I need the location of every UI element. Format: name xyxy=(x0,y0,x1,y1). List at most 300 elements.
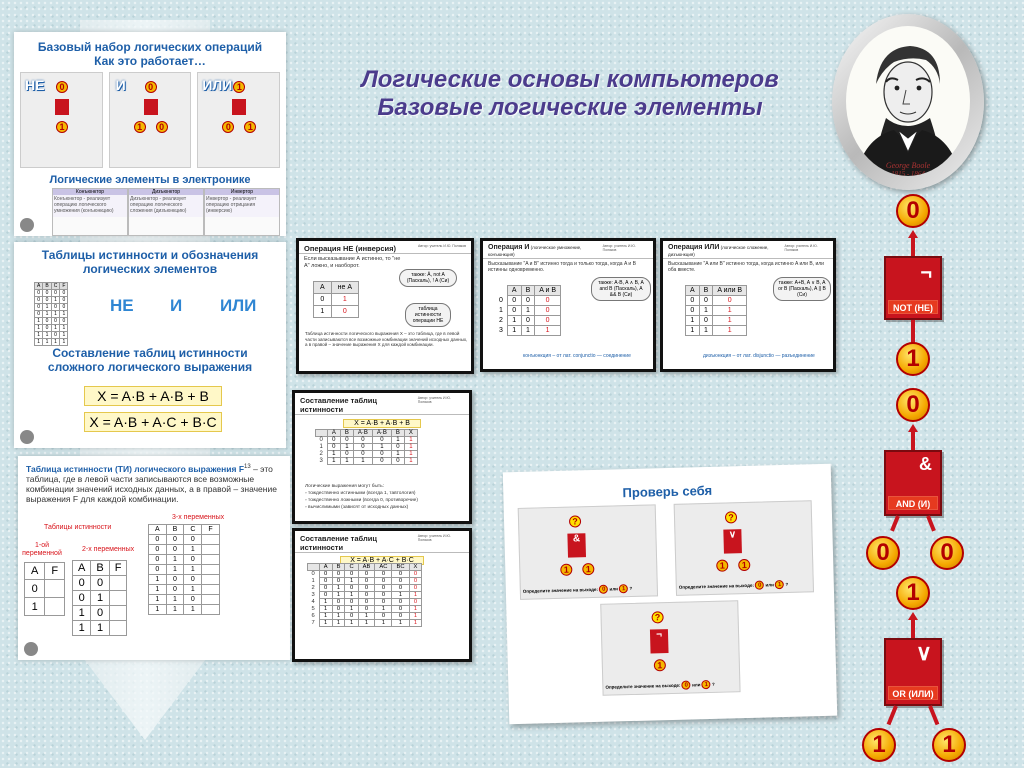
table-cell: 0 xyxy=(332,578,345,585)
table-cell: 1 xyxy=(713,326,747,336)
table-cell: 0 xyxy=(499,297,503,304)
ball-or-input1: 1 xyxy=(862,728,896,762)
table-header-cell: F xyxy=(45,563,65,580)
table-header-row xyxy=(495,286,561,296)
slide3-label-1var: 1-ой переменной xyxy=(22,542,62,557)
slide1-title: Базовый набор логических операций xyxy=(37,40,263,54)
table-cell: 0 xyxy=(340,451,353,458)
table-cell: 1 xyxy=(43,332,51,339)
slide3-title-b: – это таблица, где в левой части записываются все возможные комбинации значений исходных данных, а в правой – значение выражения F для каждой комбинации. xyxy=(26,463,277,504)
slide2-title1: Таблицы истинности и обозначения xyxy=(41,248,259,262)
table-header-cell: B xyxy=(340,430,353,437)
table-cell: 0 xyxy=(311,571,315,578)
table-cell: 0 xyxy=(60,318,68,325)
table-cell: 1 xyxy=(149,595,167,605)
slide-not-table xyxy=(313,281,359,318)
slide-thumbnail-basic-ops[interactable] xyxy=(14,32,286,236)
slide-not-footer: Таблица истинности логического выражения X – это таблица, где в левой части записываются все возможные комбинации значений исходных данных, а в правой – значение выражения X для каждой комбинации. xyxy=(305,331,468,347)
slide-and-text: Высказывание "A и B" истинно тогда и только тогда, когда A и B истинны одновременно. xyxy=(488,261,636,273)
table-cell: 1 xyxy=(25,598,45,616)
table-cell: 1 xyxy=(332,613,345,620)
ball-or-input2: 1 xyxy=(932,728,966,762)
table-cell: 0 xyxy=(409,599,422,606)
quiz-and-in2-ball: 1 xyxy=(582,563,594,575)
table-row xyxy=(35,332,68,339)
slide1-or-in1-ball: 0 xyxy=(222,121,234,133)
table-row xyxy=(35,304,68,311)
table-cell: 0 xyxy=(35,297,43,304)
slide1-section-title: Логические элементы в электронике xyxy=(49,174,251,186)
quiz-not-in-ball: 1 xyxy=(654,659,666,671)
table-cell: 1 xyxy=(404,444,417,451)
table-cell: 1 xyxy=(149,575,167,585)
table-row xyxy=(686,316,747,326)
table-cell: 0 xyxy=(353,451,372,458)
table-row xyxy=(35,339,68,346)
table-header-cell: B xyxy=(43,283,51,290)
table-cell: 0 xyxy=(535,316,561,326)
slide-and-note: также: A·B, A ∧ B, A and B (Паскаль), A && B (Си) xyxy=(591,277,651,301)
table-cell: 1 xyxy=(35,318,43,325)
wire-and-input1 xyxy=(890,515,900,531)
table-cell: 0 xyxy=(375,613,392,620)
table-cell: 0 xyxy=(375,592,392,599)
slide1-not-in-ball: 1 xyxy=(56,121,68,133)
table-cell xyxy=(202,575,219,585)
table-row xyxy=(308,578,422,585)
table-header-cell: A·B xyxy=(353,430,372,437)
table-cell: 0 xyxy=(327,444,340,451)
slide3-label-2var: 2-х переменных xyxy=(82,546,135,553)
table-cell: 0 xyxy=(149,555,167,565)
slide1-and-in1-ball: 1 xyxy=(134,121,146,133)
slide1-and-gate-icon xyxy=(144,99,158,115)
table-header-cell: не A xyxy=(331,282,358,294)
table-cell: 0 xyxy=(60,304,68,311)
table-cell: 0 xyxy=(184,555,202,565)
table-cell: 6 xyxy=(311,613,315,619)
table-cell: 1 xyxy=(404,458,417,465)
table-cell: 1 xyxy=(340,444,353,451)
slide-or-note: также: A+B, A ∨ B, A or B (Паскаль), A || B (Си) xyxy=(773,277,831,301)
table-cell: 1 xyxy=(699,326,713,336)
table-cell: 1 xyxy=(327,451,340,458)
slide1-or-gate-icon xyxy=(232,99,246,115)
slide-or-table xyxy=(685,285,747,336)
table-cell: 0 xyxy=(91,606,109,621)
gate-not xyxy=(884,256,942,320)
table-row xyxy=(316,451,418,458)
quiz-or-q-ball: ? xyxy=(725,511,737,523)
table-row xyxy=(686,296,747,306)
table-row xyxy=(308,585,422,592)
table-row xyxy=(308,613,422,620)
slide3-definition xyxy=(18,456,290,504)
slide3-label-tables: Таблицы истинности xyxy=(44,524,112,531)
table-cell: 1 xyxy=(319,444,323,450)
slide1-nav-icon[interactable] xyxy=(20,218,34,232)
table-cell: 0 xyxy=(319,592,332,599)
table-cell: 0 xyxy=(392,613,409,620)
table-header-row xyxy=(308,564,422,571)
quiz-or-question: Определите значение на выходе: 0 или 1 ? xyxy=(678,581,789,590)
quiz-and-question: Определите значение на выходе: 0 или 1 ? xyxy=(522,585,633,594)
quiz-not-question: Определите значение на выходе: 0 или 1 ? xyxy=(605,681,715,690)
slide2-title3: Составление таблиц истинности xyxy=(52,346,248,360)
table-cell: 2 xyxy=(319,451,323,457)
table-header-cell: A xyxy=(507,286,521,296)
table-cell: 0 xyxy=(345,599,358,606)
table-cell: 0 xyxy=(184,535,202,545)
slide-thumbnail-truth-table-def[interactable] xyxy=(18,456,290,660)
ball-and-input2: 0 xyxy=(930,536,964,570)
slide-and-table xyxy=(495,285,561,336)
table-cell: 0 xyxy=(43,297,51,304)
table-cell: 0 xyxy=(391,458,404,465)
slide-thumbnail-op-not[interactable] xyxy=(296,238,474,374)
table-cell xyxy=(109,576,127,591)
gate-not-symbol: ¬ xyxy=(920,262,932,284)
table-cell: 1 xyxy=(184,565,202,575)
table-cell: 0 xyxy=(699,296,713,306)
table-cell: 0 xyxy=(43,290,51,297)
slide-or-footer: дизъюнкция – от лат. disjunctio — разъединение xyxy=(703,353,815,359)
table-header-cell xyxy=(308,564,320,571)
table-cell: 1 xyxy=(60,311,68,318)
slide2-title2: логических элементов xyxy=(82,262,218,276)
table-cell: 0 xyxy=(358,606,375,613)
table-cell: 0 xyxy=(60,297,68,304)
table-cell: 1 xyxy=(372,444,391,451)
table-cell: 0 xyxy=(166,575,184,585)
table-header-cell: A или B xyxy=(713,286,747,296)
wire-not-output xyxy=(911,236,915,258)
table-row xyxy=(35,325,68,332)
main-title-line1: Логические основы компьютеров xyxy=(361,66,779,93)
table-header-cell: X xyxy=(409,564,422,571)
table-row xyxy=(316,437,418,444)
table-cell: 0 xyxy=(392,606,409,613)
slide1-or-in2-ball: 1 xyxy=(244,121,256,133)
table-cell: 1 xyxy=(51,297,60,304)
table-cell: 1 xyxy=(327,458,340,465)
table-cell: 1 xyxy=(521,326,535,336)
main-title xyxy=(300,66,840,122)
gate-not-label: NOT (НЕ) xyxy=(888,300,938,314)
table-cell: 0 xyxy=(60,290,68,297)
table-row xyxy=(73,621,127,636)
table-cell: 0 xyxy=(392,571,409,578)
portrait-drawing xyxy=(846,26,970,176)
table-cell: 0 xyxy=(686,306,700,316)
table-cell: 2 xyxy=(499,317,503,324)
slide2-mini-table xyxy=(34,282,68,346)
slide-thumbnail-quiz[interactable] xyxy=(503,464,837,724)
slide1-panel-or[interactable] xyxy=(197,72,280,168)
table-cell: 0 xyxy=(372,458,391,465)
slide3-table-1var xyxy=(24,562,65,616)
table-cell: 1 xyxy=(73,621,91,636)
table-cell: 0 xyxy=(358,585,375,592)
table-cell: 1 xyxy=(713,316,747,326)
table-cell: 0 xyxy=(358,578,375,585)
table-cell: 0 xyxy=(43,325,51,332)
table-cell: 0 xyxy=(713,296,747,306)
quiz-and-gate: & xyxy=(567,533,586,557)
table-cell: 1 xyxy=(358,613,375,620)
table-cell: 1 xyxy=(535,326,561,336)
table-cell: 1 xyxy=(358,620,375,627)
table-cell xyxy=(202,555,219,565)
quiz-panel-or[interactable] xyxy=(674,500,814,596)
table-cell: 1 xyxy=(60,332,68,339)
table-row xyxy=(308,599,422,606)
table-header-cell: B xyxy=(166,525,184,535)
table-header-cell: B xyxy=(391,430,404,437)
slide1-panel-and[interactable] xyxy=(109,72,192,168)
quiz-or-in2-ball: 1 xyxy=(738,559,750,571)
table-cell: 1 xyxy=(353,458,372,465)
slide-tt2-table xyxy=(307,563,422,627)
slide1-col-disj: Дизъюнктор Дизъюнктор - реализует операцию логического сложения (дизъюнкцию) xyxy=(128,188,204,236)
quiz-not-gate: ¬ xyxy=(650,629,669,653)
table-cell: 1 xyxy=(392,592,409,599)
table-cell: 0 xyxy=(51,304,60,311)
slide1-tab-not: НЕ xyxy=(25,77,45,93)
slide-or-text: Высказывание "A или B" истинно тогда, когда истинно A или B, или оба вместе. xyxy=(668,261,824,273)
table-cell: 7 xyxy=(311,620,315,626)
slide1-tab-or: ИЛИ xyxy=(202,77,233,93)
table-cell: 0 xyxy=(25,580,45,598)
slide-tt2-expr: X = A·B + A·C + B·C xyxy=(340,556,424,565)
table-cell: 1 xyxy=(521,306,535,316)
table-cell: 0 xyxy=(375,571,392,578)
table-header-cell: A xyxy=(25,563,45,580)
table-cell: 1 xyxy=(391,451,404,458)
table-header-cell: A·B xyxy=(372,430,391,437)
gate-or xyxy=(884,638,942,706)
wire-and-input2 xyxy=(926,515,936,531)
ball-or-output: 1 xyxy=(896,576,930,610)
table-cell: 1 xyxy=(319,620,332,627)
slide-tt1-expr: X = A·B + A·B + B xyxy=(343,419,421,428)
table-cell: 3 xyxy=(319,458,323,464)
table-cell: 1 xyxy=(166,555,184,565)
table-cell: 1 xyxy=(332,592,345,599)
table-row xyxy=(35,297,68,304)
main-title-line2: Базовые логические элементы xyxy=(377,94,763,121)
table-header-cell: C xyxy=(51,283,60,290)
table-row xyxy=(495,296,561,306)
table-row xyxy=(149,535,220,545)
table-cell: 0 xyxy=(149,535,167,545)
table-cell: 1 xyxy=(332,585,345,592)
table-cell: 0 xyxy=(345,613,358,620)
table-cell: 1 xyxy=(686,316,700,326)
portrait-frame xyxy=(832,14,984,190)
slide1-gate-panels xyxy=(20,72,280,168)
portrait-image xyxy=(846,26,970,176)
table-cell xyxy=(45,580,65,598)
slide2-title4: сложного логического выражения xyxy=(47,360,253,374)
gate-and xyxy=(884,450,942,516)
wire-or-output xyxy=(911,618,915,640)
table-cell xyxy=(109,591,127,606)
table-cell: 1 xyxy=(391,437,404,444)
table-cell xyxy=(202,595,219,605)
table-cell: 1 xyxy=(319,613,332,620)
table-header-cell xyxy=(495,286,507,296)
quiz-panel-not[interactable] xyxy=(600,600,740,696)
table-cell: 0 xyxy=(392,599,409,606)
table-header-cell: BC xyxy=(392,564,409,571)
table-cell xyxy=(202,535,219,545)
table-row xyxy=(308,592,422,599)
table-cell: 1 xyxy=(35,339,43,346)
table-header-cell: A xyxy=(327,430,340,437)
slide-thumbnail-op-or[interactable] xyxy=(660,238,836,372)
table-cell: 0 xyxy=(166,545,184,555)
table-cell: 0 xyxy=(35,290,43,297)
slide1-panel-not[interactable] xyxy=(20,72,103,168)
wire-not-input xyxy=(911,320,915,344)
table-header-cell: F xyxy=(109,561,127,576)
table-cell: 1 xyxy=(43,311,51,318)
table-header-cell: B xyxy=(521,286,535,296)
table-cell: 1 xyxy=(499,307,503,314)
slide2-expr2: X = A·B + A·C + B·C xyxy=(84,412,222,432)
table-cell: 0 xyxy=(358,571,375,578)
table-cell: 0 xyxy=(353,444,372,451)
table-cell: 1 xyxy=(392,620,409,627)
table-header-cell: A xyxy=(149,525,167,535)
gate-or-symbol: ∨ xyxy=(915,640,932,665)
table-cell: 1 xyxy=(375,606,392,613)
table-cell: 1 xyxy=(149,605,167,615)
gate-or-label: OR (ИЛИ) xyxy=(888,686,938,700)
wire-or-input1 xyxy=(887,705,898,725)
slide-tt1-table xyxy=(315,429,418,465)
table-cell: 0 xyxy=(332,571,345,578)
quiz-title: Проверь себя xyxy=(622,482,713,501)
table-header-cell xyxy=(316,430,328,437)
slide-not-author: Автор: учитель И.Ю. Поляков xyxy=(418,244,466,248)
table-cell: 1 xyxy=(184,545,202,555)
table-cell: 1 xyxy=(91,621,109,636)
table-cell: 0 xyxy=(73,576,91,591)
table-cell: 1 xyxy=(184,605,202,615)
table-cell: 0 xyxy=(319,585,332,592)
table-cell: 4 xyxy=(311,599,315,605)
table-cell: 0 xyxy=(314,294,332,306)
slide-not-bubble: таблица истинности операции НЕ xyxy=(405,303,451,327)
table-header-row xyxy=(35,283,68,290)
table-row xyxy=(149,595,220,605)
slide-tt2-author: Автор: учитель И.Ю. Поляков xyxy=(417,534,452,542)
quiz-and-in1-ball: 1 xyxy=(560,564,572,576)
slide2-label-ili: ИЛИ xyxy=(220,296,257,315)
table-cell: 1 xyxy=(51,339,60,346)
table-cell: 1 xyxy=(43,304,51,311)
table-cell: 1 xyxy=(73,606,91,621)
slide1-not-out-ball: 0 xyxy=(56,81,68,93)
table-row xyxy=(149,605,220,615)
table-cell: 0 xyxy=(358,599,375,606)
table-cell: 1 xyxy=(345,606,358,613)
table-cell: 3 xyxy=(311,592,315,598)
slide1-and-in2-ball: 0 xyxy=(156,121,168,133)
table-header-cell: A и B xyxy=(535,286,561,296)
table-row xyxy=(686,326,747,336)
table-row xyxy=(308,606,422,613)
table-row xyxy=(308,620,422,627)
table-cell: 0 xyxy=(375,578,392,585)
table-header-cell: B xyxy=(91,561,109,576)
table-cell: 1 xyxy=(404,437,417,444)
table-cell: 0 xyxy=(91,576,109,591)
table-cell: 0 xyxy=(149,565,167,575)
slide3-nav-icon[interactable] xyxy=(24,642,38,656)
table-cell: 1 xyxy=(507,326,521,336)
slide-and-author: Автор: учитель И.Ю. Поляков xyxy=(602,244,636,252)
table-cell: 1 xyxy=(35,332,43,339)
table-row xyxy=(314,294,359,306)
slide1-subtitle: Как это работает… xyxy=(94,54,206,68)
slide-thumbnail-truth-tables[interactable] xyxy=(14,242,286,448)
table-cell: 1 xyxy=(340,458,353,465)
table-row xyxy=(35,290,68,297)
table-row xyxy=(149,585,220,595)
slide-thumbnail-tt2[interactable] xyxy=(292,528,472,662)
table-cell: 0 xyxy=(375,599,392,606)
table-row xyxy=(316,444,418,451)
table-header-cell: C xyxy=(345,564,358,571)
portrait-years: 1815 - 1864 xyxy=(891,170,925,176)
table-cell: 0 xyxy=(319,578,332,585)
ball-not-output: 0 xyxy=(896,194,930,228)
table-cell: 1 xyxy=(166,605,184,615)
table-cell: 0 xyxy=(409,585,422,592)
table-header-cell: A xyxy=(73,561,91,576)
table-cell: 0 xyxy=(166,535,184,545)
table-cell: 0 xyxy=(184,595,202,605)
slide-and-title: Операция И (логическое умножение, конъюнкция) xyxy=(488,244,582,257)
table-header-cell: A xyxy=(314,282,332,294)
table-cell: 0 xyxy=(331,306,358,318)
table-header-cell: AB xyxy=(358,564,375,571)
table-cell: 0 xyxy=(521,296,535,306)
quiz-panel-and[interactable] xyxy=(518,504,658,600)
slide3-sup: 13 xyxy=(244,464,251,470)
slide-not-text: Если высказывание А истинно, то "не А" ложно, и наоборот. xyxy=(304,256,401,269)
slide3-table-2var xyxy=(72,560,127,636)
table-cell: 1 xyxy=(91,591,109,606)
table-cell: 0 xyxy=(409,578,422,585)
slide-thumbnail-tt1[interactable] xyxy=(292,390,472,524)
table-cell: 1 xyxy=(51,325,60,332)
table-header-row xyxy=(314,282,359,294)
table-row xyxy=(314,306,359,318)
table-cell: 1 xyxy=(332,620,345,627)
slide-tt1-title: Составление таблиц истинности xyxy=(300,396,377,414)
slide-thumbnail-op-and[interactable] xyxy=(480,238,656,372)
ball-not-input: 1 xyxy=(896,342,930,376)
table-cell: 0 xyxy=(319,437,323,444)
table-cell xyxy=(202,565,219,575)
table-cell: 0 xyxy=(327,437,340,444)
slide2-nav-icon[interactable] xyxy=(20,430,34,444)
table-row xyxy=(149,555,220,565)
